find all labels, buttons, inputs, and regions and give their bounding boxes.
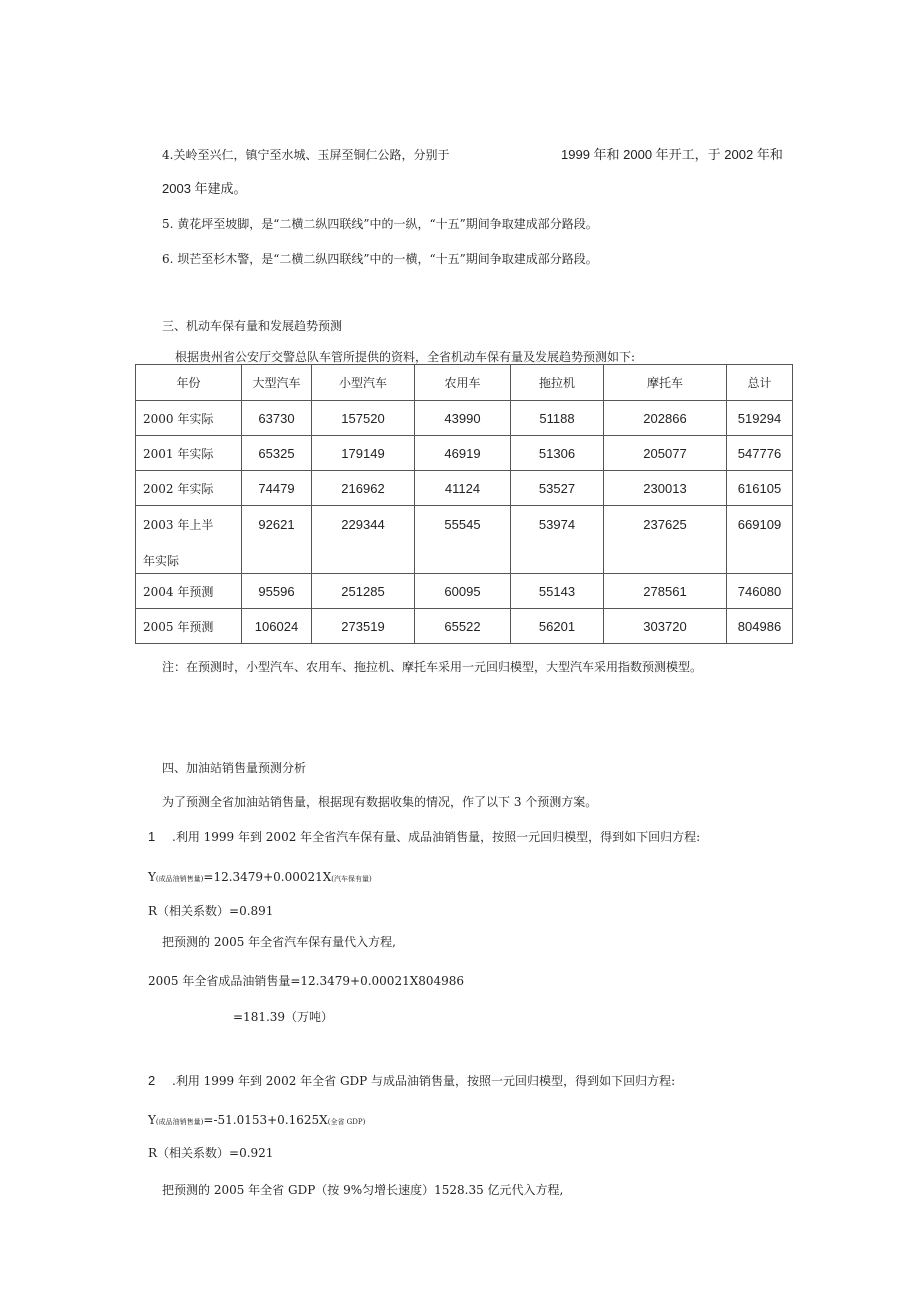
cell-motorcycle: 205077 <box>643 445 687 461</box>
road-item-4-part2: 1999 年和 2000 年开工，于 2002 年和 <box>561 147 783 162</box>
cell-motorcycle: 237625 <box>643 517 687 532</box>
cell-large-car: 92621 <box>258 517 295 532</box>
cell-total: 547776 <box>737 445 782 461</box>
eq-y: Y <box>148 870 156 884</box>
row-year: 2005 年预测 <box>136 609 242 644</box>
section3-intro: 根据贵州省公安厅交警总队车管所提供的资料，全省机动车保有量及发展趋势预测如下: <box>175 350 636 364</box>
cell-motorcycle: 278561 <box>643 583 687 599</box>
road-item-6: 6. 坝芒至杉木警，是“二横二纵四联线”中的一横，“十五”期间争取建成部分路段。 <box>162 252 598 266</box>
row-year-continued: 年实际 <box>143 554 180 568</box>
method-1-number: 1 <box>148 829 156 844</box>
method-1-equation <box>148 869 372 887</box>
header-tractor: 拖拉机 <box>511 365 604 401</box>
cell-farm-vehicle: 46919 <box>444 445 481 461</box>
cell-small-car: 273519 <box>341 618 385 634</box>
cell-large-car: 74479 <box>258 480 295 496</box>
cell-total: 669109 <box>737 517 782 532</box>
cell-large-car: 63730 <box>258 410 295 426</box>
cell-large-car: 65325 <box>258 445 295 461</box>
vehicle-stats-table <box>135 364 793 644</box>
method-1-correlation: R（相关系数）=0.891 <box>148 904 274 918</box>
method-1-description: .利用 1999 年到 2002 年全省汽车保有量、成品油销售量，按照一元回归模型，得到如下回归方程: <box>172 830 701 844</box>
row-year-cell <box>136 506 242 574</box>
method-1-substitute: 把预测的 2005 年全省汽车保有量代入方程, <box>162 935 396 949</box>
table-row <box>136 471 793 506</box>
cell-total: 804986 <box>737 618 782 634</box>
method-2-equation <box>148 1112 365 1130</box>
section4-heading: 四、加油站销售量预测分析 <box>162 761 307 775</box>
header-total: 总计 <box>727 365 793 401</box>
cell-small-car: 216962 <box>341 480 385 496</box>
cell-tractor: 53974 <box>538 517 576 532</box>
method-1-calculation: 2005 年全省成品油销售量=12.3479+0.00021X804986 <box>148 974 465 988</box>
header-large-car: 大型汽车 <box>242 365 312 401</box>
cell-tractor: 56201 <box>538 618 576 634</box>
cell-small-car: 229344 <box>341 517 385 532</box>
header-small-car: 小型汽车 <box>312 365 415 401</box>
row-year: 2004 年预测 <box>136 574 242 609</box>
table-row <box>136 436 793 471</box>
eq-sub-car-ownership: (汽车保有量) <box>331 875 372 883</box>
cell-small-car: 251285 <box>341 583 385 599</box>
eq-body: =-51.0153+0.1625X <box>203 1113 328 1127</box>
row-year: 2002 年实际 <box>136 471 242 506</box>
cell-small-car: 179149 <box>341 445 385 461</box>
method-2-correlation: R（相关系数）=0.921 <box>148 1146 274 1160</box>
table-header-row <box>136 365 793 401</box>
section4-intro: 为了预测全省加油站销售量，根据现有数据收集的情况，作了以下 3 个预测方案。 <box>162 795 598 809</box>
cell-total: 519294 <box>737 410 782 426</box>
cell-farm-vehicle: 60095 <box>444 583 481 599</box>
row-year: 2001 年实际 <box>136 436 242 471</box>
cell-small-car: 157520 <box>341 410 385 426</box>
cell-farm-vehicle: 55545 <box>444 517 481 532</box>
method-1-result: =181.39（万吨） <box>233 1010 334 1024</box>
cell-motorcycle: 202866 <box>643 410 687 426</box>
method-2-substitute: 把预测的 2005 年全省 GDP（按 9%匀增长速度）1528.35 亿元代入方程, <box>162 1183 564 1197</box>
eq-sub-fuel-sales: (成品油销售量) <box>155 875 204 883</box>
table-row <box>136 401 793 436</box>
header-year: 年份 <box>136 365 242 401</box>
cell-tractor: 51188 <box>539 410 575 426</box>
eq-body: =12.3479+0.00021X <box>203 870 332 884</box>
cell-tractor: 51306 <box>538 445 576 461</box>
table-note: 注：在预测时，小型汽车、农用车、拖拉机、摩托车采用一元回归模型，大型汽车采用指数预测模型。 <box>162 660 703 674</box>
method-2-description: .利用 1999 年到 2002 年全省 GDP 与成品油销售量，按照一元回归模型，得到如下回归方程: <box>172 1074 676 1088</box>
row-year: 2000 年实际 <box>136 401 242 436</box>
cell-tractor: 55143 <box>538 583 576 599</box>
road-item-4-part1: 4.关岭至兴仁，镇宁至水城、玉屏至铜仁公路，分别于 <box>162 148 450 162</box>
cell-tractor: 53527 <box>538 480 576 496</box>
cell-farm-vehicle: 43990 <box>444 410 481 426</box>
header-farm-vehicle: 农用车 <box>415 365 511 401</box>
table-row <box>136 506 793 574</box>
eq-sub-gdp: (全省 GDP) <box>327 1118 366 1126</box>
section3-heading: 三、机动车保有量和发展趋势预测 <box>162 319 343 333</box>
road-item-4-part3: 2003 年建成。 <box>162 181 247 196</box>
cell-total: 616105 <box>737 480 782 496</box>
cell-farm-vehicle: 65522 <box>444 618 481 634</box>
row-year: 2003 年上半 <box>143 518 214 532</box>
table-row <box>136 574 793 609</box>
cell-total: 746080 <box>737 583 782 599</box>
header-motorcycle: 摩托车 <box>604 365 727 401</box>
eq-y: Y <box>148 1113 156 1127</box>
cell-large-car: 95596 <box>258 583 295 599</box>
method-2-number: 2 <box>148 1073 156 1088</box>
cell-farm-vehicle: 41124 <box>444 480 481 496</box>
cell-large-car: 106024 <box>254 618 299 634</box>
table-row <box>136 609 793 644</box>
eq-sub-fuel-sales: (成品油销售量) <box>155 1118 204 1126</box>
road-item-5: 5. 黄花坪至坡脚，是“二横二纵四联线”中的一纵，“十五”期间争取建成部分路段。 <box>162 217 598 231</box>
cell-motorcycle: 303720 <box>643 618 687 634</box>
cell-motorcycle: 230013 <box>643 480 687 496</box>
